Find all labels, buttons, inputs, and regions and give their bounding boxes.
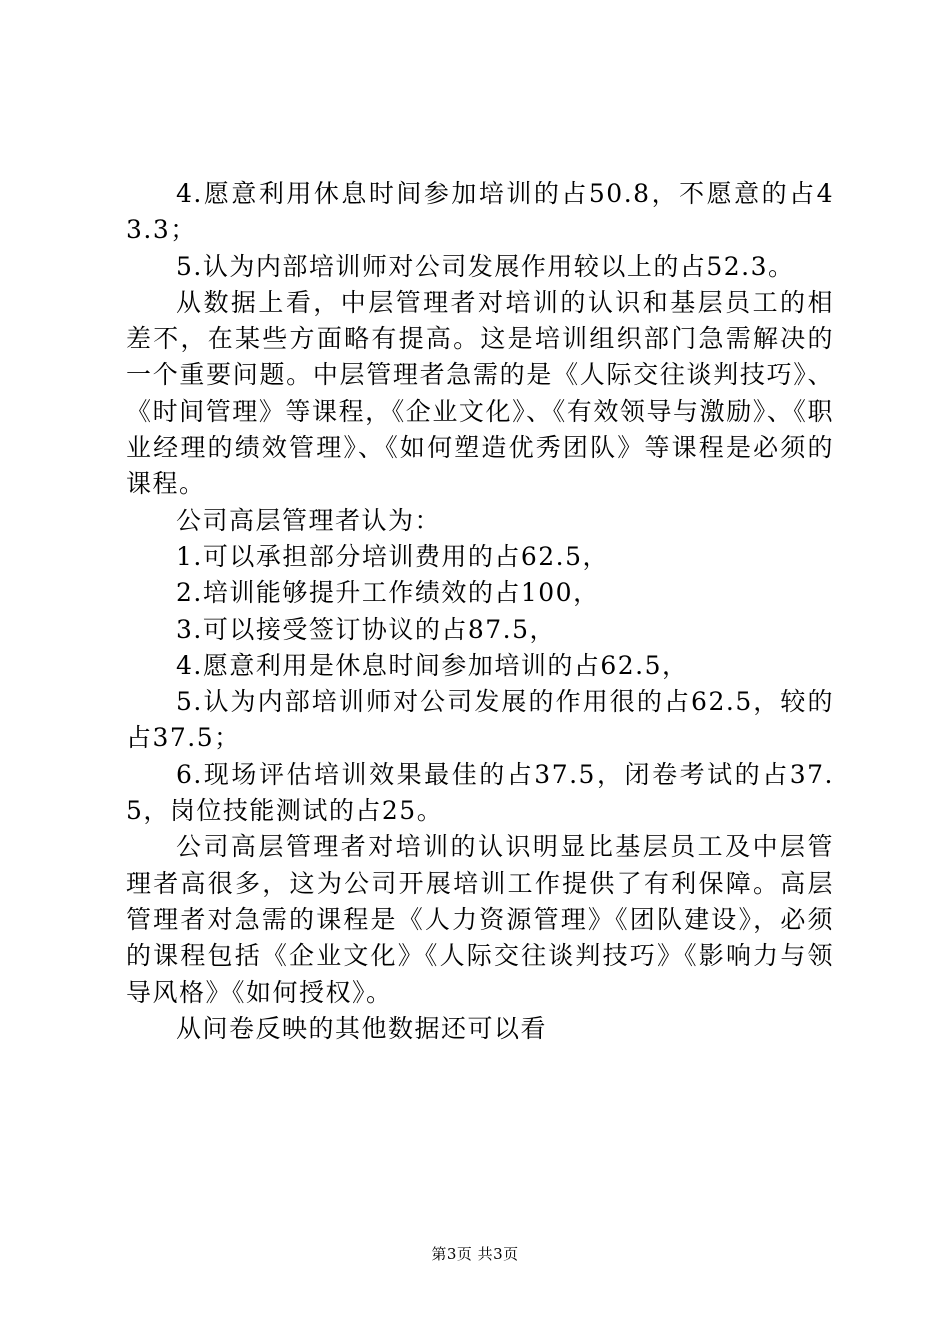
paragraph-senior-item-6: 6.现场评估培训效果最佳的占37.5，闭卷考试的占37.5，岗位技能测试的占25。 <box>126 759 834 826</box>
paragraph-trainer-role-middle: 5.认为内部培训师对公司发展作用较以上的占52.3。 <box>176 251 795 281</box>
paragraph-senior-item-3: 3.可以接受签订协议的占87.5， <box>176 614 557 644</box>
document-body <box>126 176 834 1047</box>
page-number: 第3页 共3页 <box>431 1245 519 1263</box>
page-footer <box>0 1244 950 1264</box>
paragraph-rest-time-middle: 4.愿意利用休息时间参加培训的占50.8，不愿意的占43.3； <box>126 179 834 245</box>
paragraph-middle-analysis: 从数据上看，中层管理者对培训的认识和基层员工的相差不，在某些方面略有提高。这是培训组织部门急需解决的一个重要问题。中层管理者急需的是《人际交往谈判技巧》、《时间管理》等课程，《企业文化》、《有效领导与激励》、《职业经理的绩效管理》、《如何塑造优秀团队》等课程是必须的课程。 <box>126 287 834 499</box>
paragraph-other-data: 从问卷反映的其他数据还可以看 <box>176 1013 548 1043</box>
paragraph-senior-intro: 公司高层管理者认为： <box>176 505 442 535</box>
paragraph-senior-item-1: 1.可以承担部分培训费用的占62.5， <box>176 541 610 571</box>
paragraph-senior-item-5: 5.认为内部培训师对公司发展的作用很的占62.5，较的占37.5； <box>126 687 834 753</box>
paragraph-senior-analysis: 公司高层管理者对培训的认识明显比基层员工及中层管理者高很多，这为公司开展培训工作提供了有利保障。高层管理者对急需的课程是《人力资源管理》《团队建设》，必须的课程包括《企业文化》《人际交往谈判技巧》《影响力与领导风格》《如何授权》。 <box>126 832 834 1007</box>
paragraph-senior-item-2: 2.培训能够提升工作绩效的占100， <box>176 578 600 608</box>
paragraph-senior-item-4: 4.愿意利用是休息时间参加培训的占62.5， <box>176 650 689 680</box>
